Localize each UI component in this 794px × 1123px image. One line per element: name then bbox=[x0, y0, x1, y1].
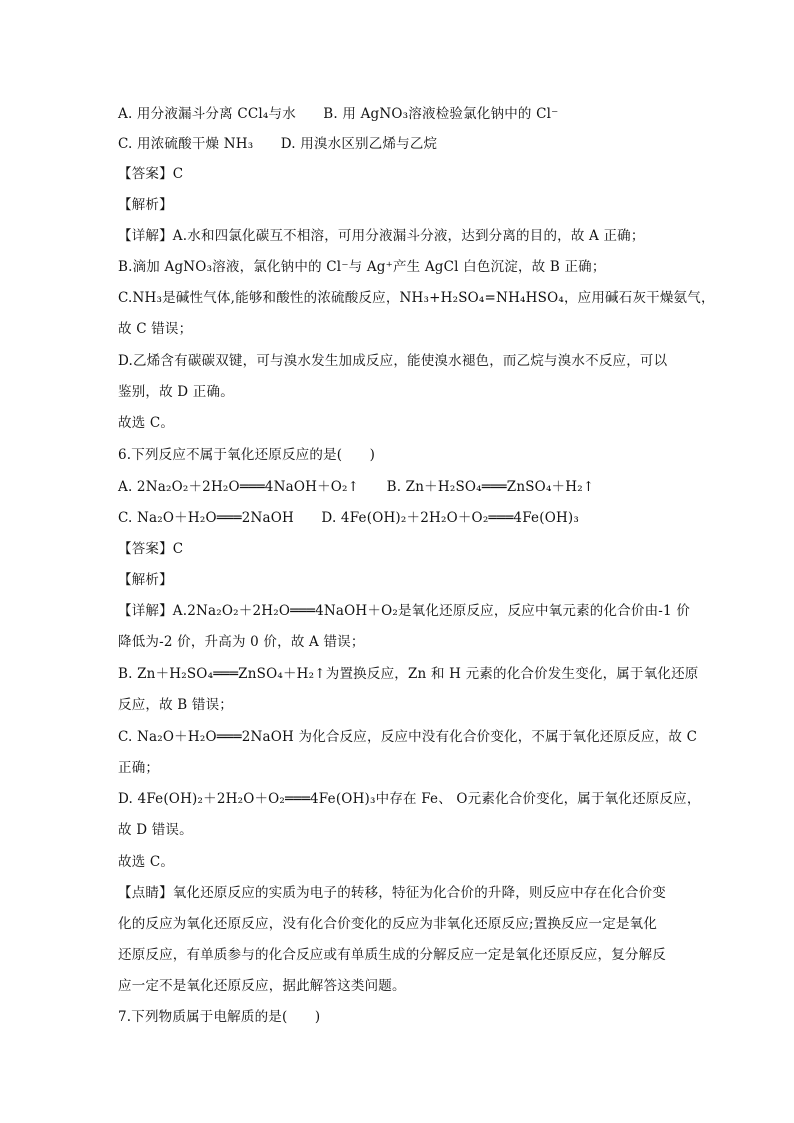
detail-line: C.NH₃是碱性气体,能够和酸性的浓硫酸反应，NH₃+H₂SO₄=NH₄HSO₄，应用碱石灰干燥氨气， bbox=[118, 290, 715, 306]
detail-line: B.滴加 AgNO₃溶液，氯化钠中的 Cl⁻与 Ag⁺产生 AgCl 白色沉淀，故 B 正确； bbox=[118, 259, 606, 275]
analysis-heading: 【解析】 bbox=[118, 197, 173, 213]
conclusion-line: 故选 C。 bbox=[118, 415, 175, 431]
detail-line: C. Na₂O＋H₂O═══2NaOH 为化合反应，反应中没有化合价变化，不属于氧化还原反应，故 C bbox=[118, 729, 698, 745]
option-line-a-b: A. 2Na₂O₂＋2H₂O═══4NaOH＋O₂↑ B. Zn＋H₂SO₄═══ZnSO₄＋H₂↑ bbox=[118, 479, 595, 495]
option-line-c-d: C. Na₂O＋H₂O═══2NaOH D. 4Fe(OH)₂＋2H₂O＋O₂═══4Fe(OH)₃ bbox=[118, 510, 580, 526]
option-line-c-d: C. 用浓硫酸干燥 NH₃ D. 用溴水区别乙烯与乙烷 bbox=[118, 136, 438, 152]
answer-line: 【答案】C bbox=[118, 541, 184, 557]
detail-line: 【详解】A.水和四氯化碳互不相溶，可用分液漏斗分液，达到分离的目的，故 A 正确； bbox=[118, 228, 645, 244]
detail-line: 正确； bbox=[118, 760, 160, 776]
detail-line: 鉴别，故 D 正确。 bbox=[118, 384, 234, 400]
detail-line: 故 D 错误。 bbox=[118, 822, 193, 838]
detail-line: 故 C 错误； bbox=[118, 321, 193, 337]
detail-line: D. 4Fe(OH)₂＋2H₂O＋O₂═══4Fe(OH)₃中存在 Fe、 O元素化合价变化，属于氧化还原反应， bbox=[118, 791, 701, 807]
detail-line: D.乙烯含有碳碳双键，可与溴水发生加成反应，能使溴水褪色，而乙烷与溴水不反应，可以 bbox=[118, 353, 668, 369]
detail-line: 降低为-2 价，升高为 0 价，故 A 错误； bbox=[118, 634, 365, 650]
question-7-stem: 7.下列物质属于电解质的是( ) bbox=[118, 1009, 321, 1025]
conclusion-line: 故选 C。 bbox=[118, 854, 175, 870]
key-point-line: 还原反应，有单质参与的化合反应或有单质生成的分解反应一定是氧化还原反应，复分解反 bbox=[118, 947, 666, 963]
answer-line: 【答案】C bbox=[118, 166, 184, 182]
option-line-a-b: A. 用分液漏斗分离 CCl₄与水 B. 用 AgNO₃溶液检验氯化钠中的 Cl⁻ bbox=[118, 106, 559, 122]
question-6-stem: 6.下列反应不属于氧化还原反应的是( ) bbox=[118, 447, 376, 463]
key-point-line: 应一定不是氧化还原反应，据此解答这类问题。 bbox=[118, 978, 406, 994]
analysis-heading: 【解析】 bbox=[118, 572, 173, 588]
key-point-line: 【点睛】氧化还原反应的实质为电子的转移，特征为化合价的升降，则反应中存在化合价变 bbox=[118, 885, 666, 901]
key-point-line: 化的反应为氧化还原反应，没有化合价变化的反应为非氧化还原反应;置换反应一定是氧化 bbox=[118, 916, 658, 932]
detail-line: B. Zn＋H₂SO₄═══ZnSO₄＋H₂↑为置换反应，Zn 和 H 元素的化合价发生变化，属于氧化还原 bbox=[118, 666, 699, 682]
detail-line: 反应，故 B 错误； bbox=[118, 697, 234, 713]
detail-line: 【详解】A.2Na₂O₂＋2H₂O═══4NaOH＋O₂是氧化还原反应，反应中氧元素的化合价由-1 价 bbox=[118, 603, 691, 619]
